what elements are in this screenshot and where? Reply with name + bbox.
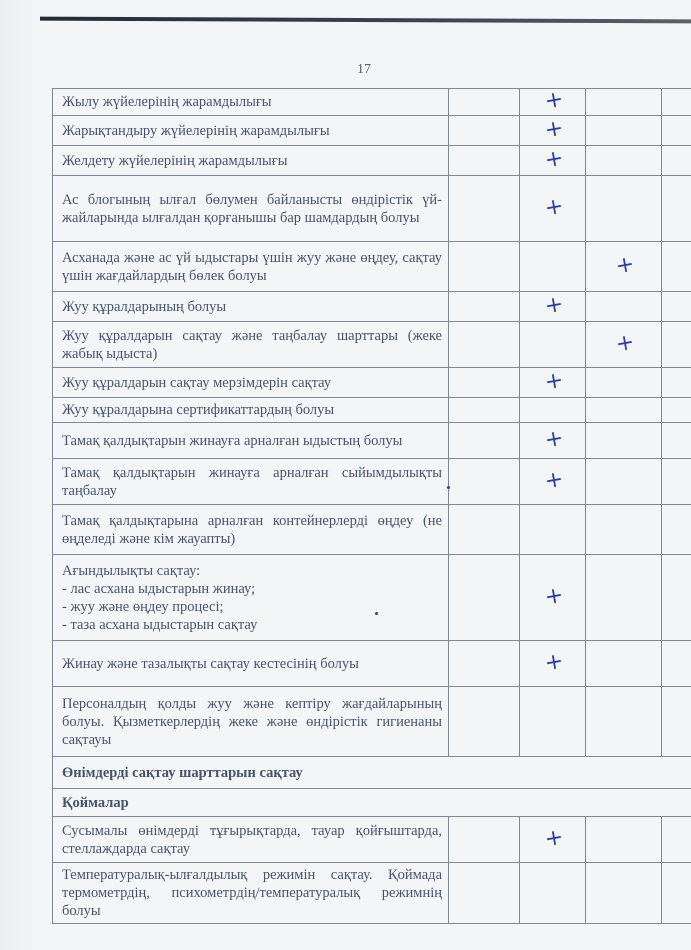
assessment-cell-2 (520, 423, 586, 459)
handwritten-plus-mark: + (542, 648, 566, 676)
assessment-cell-4 (662, 176, 691, 242)
checklist-row (53, 817, 691, 863)
assessment-cell-3 (586, 817, 662, 863)
handwritten-plus-mark: + (542, 466, 566, 494)
assessment-cell-2 (520, 176, 586, 242)
handwritten-plus-mark: + (542, 425, 566, 453)
handwritten-plus-mark: + (613, 329, 637, 357)
assessment-cell-2 (520, 641, 586, 687)
ink-dot (447, 486, 450, 489)
assessment-cell-1 (449, 146, 520, 176)
handwritten-plus-mark: + (613, 251, 637, 279)
assessment-cell-1 (449, 242, 520, 292)
checklist-row (53, 116, 691, 146)
checklist-row (53, 176, 691, 242)
assessment-cell-2 (520, 116, 586, 146)
assessment-cell-4 (662, 292, 691, 322)
requirement-text: Ағындылықты сақтау: - лас асхана ыдыстарын жинау; - жуу және өңдеу процесі; - таза асхана ыдыстарын сақтау (53, 555, 449, 641)
assessment-cell-3 (586, 176, 662, 242)
assessment-cell-1 (449, 368, 520, 398)
assessment-cell-2 (520, 322, 586, 368)
requirement-text: Жылу жүйелерінің жарамдылығы (53, 89, 449, 116)
assessment-cell-2 (520, 86, 586, 116)
checklist-row (53, 863, 691, 924)
assessment-cell-3 (586, 322, 662, 368)
assessment-cell-1 (449, 423, 520, 459)
assessment-cell-3 (586, 242, 662, 292)
assessment-cell-2 (520, 863, 586, 924)
assessment-cell-2 (520, 687, 586, 757)
assessment-cell-2 (520, 817, 586, 863)
assessment-cell-4 (662, 89, 691, 116)
checklist-row (53, 89, 691, 116)
handwritten-plus-mark: + (542, 582, 566, 610)
ink-dot (375, 612, 378, 615)
checklist-row (53, 687, 691, 757)
requirement-text: Ас блогының ылғал бөлумен байланысты өндірістік үй-жайларында ылғалдан қорғанышы бар шамдардың болуы (53, 176, 449, 242)
page-number: 17 (357, 62, 371, 77)
handwritten-plus-mark: + (542, 86, 566, 115)
assessment-cell-4 (662, 687, 691, 757)
assessment-cell-4 (662, 423, 691, 459)
assessment-cell-4 (662, 398, 691, 423)
section-title: Өнімдерді сақтау шарттарын сақтау (53, 757, 691, 789)
assessment-cell-2 (520, 368, 586, 398)
assessment-cell-2 (520, 146, 586, 176)
assessment-cell-3 (586, 687, 662, 757)
assessment-cell-4 (662, 116, 691, 146)
assessment-cell-1 (449, 687, 520, 757)
handwritten-plus-mark: + (542, 367, 566, 395)
assessment-cell-3 (586, 459, 662, 505)
handwritten-plus-mark: + (542, 193, 566, 221)
requirement-text: Тамақ қалдықтарын жинауға арналған сыйымдылықты таңбалау (53, 459, 449, 505)
assessment-cell-4 (662, 505, 691, 555)
section-title: Қоймалар (53, 789, 691, 817)
handwritten-plus-mark: + (542, 115, 566, 143)
assessment-cell-4 (662, 368, 691, 398)
assessment-cell-2 (520, 398, 586, 423)
requirement-text: Жинау және тазалықты сақтау кестесінің болуы (53, 641, 449, 687)
checklist-row (53, 368, 691, 398)
assessment-cell-1 (449, 459, 520, 505)
requirement-text: Жуу құралдарына сертификаттардың болуы (53, 398, 449, 423)
assessment-cell-3 (586, 146, 662, 176)
requirement-text: Жуу құралдарының болуы (53, 292, 449, 322)
assessment-cell-1 (449, 176, 520, 242)
assessment-cell-4 (662, 242, 691, 292)
assessment-cell-3 (586, 292, 662, 322)
assessment-cell-1 (449, 505, 520, 555)
assessment-cell-4 (662, 555, 691, 641)
assessment-cell-4 (662, 863, 691, 924)
assessment-cell-1 (449, 322, 520, 368)
requirement-text: Температуралық-ылғалдылық режимін сақтау. Қоймада термометрдің, психометрдің/температуралық режимнің болуы (53, 863, 449, 924)
assessment-cell-3 (586, 423, 662, 459)
checklist-row (53, 555, 691, 641)
assessment-cell-1 (449, 555, 520, 641)
checklist-row (53, 398, 691, 423)
assessment-cell-2 (520, 555, 586, 641)
assessment-cell-3 (586, 863, 662, 924)
checklist-row (53, 505, 691, 555)
checklist-row (53, 423, 691, 459)
handwritten-plus-mark: + (542, 291, 566, 319)
section-header-row (53, 789, 691, 817)
assessment-cell-3 (586, 505, 662, 555)
requirement-text: Тамақ қалдықтарын жинауға арналған ыдыстың болуы (53, 423, 449, 459)
assessment-cell-1 (449, 116, 520, 146)
assessment-cell-4 (662, 322, 691, 368)
assessment-cell-1 (449, 89, 520, 116)
assessment-cell-4 (662, 641, 691, 687)
checklist-row (53, 641, 691, 687)
assessment-cell-4 (662, 817, 691, 863)
assessment-cell-4 (662, 459, 691, 505)
checklist-row (53, 242, 691, 292)
checklist-row (53, 459, 691, 505)
assessment-cell-1 (449, 398, 520, 423)
assessment-cell-1 (449, 641, 520, 687)
checklist-row (53, 292, 691, 322)
assessment-cell-3 (586, 116, 662, 146)
assessment-cell-4 (662, 146, 691, 176)
assessment-cell-2 (520, 459, 586, 505)
assessment-cell-3 (586, 89, 662, 116)
requirement-text: Жуу құралдарын сақтау мерзімдерін сақтау (53, 368, 449, 398)
inspection-checklist-table (52, 88, 691, 924)
handwritten-plus-mark: + (542, 824, 566, 852)
handwritten-plus-mark: + (542, 145, 566, 173)
requirement-text: Тамақ қалдықтарына арналған контейнерлерді өңдеу (не өңделеді және кім жауапты) (53, 505, 449, 555)
assessment-cell-3 (586, 398, 662, 423)
scan-top-edge (40, 17, 691, 24)
assessment-cell-1 (449, 292, 520, 322)
assessment-cell-2 (520, 292, 586, 322)
requirement-text: Асханада және ас үй ыдыстары үшін жуу және өңдеу, сақтау үшін жағдайлардың бөлек болуы (53, 242, 449, 292)
checklist-row (53, 322, 691, 368)
assessment-cell-3 (586, 641, 662, 687)
requirement-text: Жуу құралдарын сақтау және таңбалау шарттары (жеке жабық ыдыста) (53, 322, 449, 368)
requirement-text: Сусымалы өнімдерді тұғырықтарда, тауар қойғыштарда, стеллаждарда сақтау (53, 817, 449, 863)
assessment-cell-2 (520, 505, 586, 555)
assessment-cell-1 (449, 863, 520, 924)
requirement-text: Персоналдың қолды жуу және кептіру жағдайларының болуы. Қызметкерлердің жеке және өндірістік гигиенаны сақтауы (53, 687, 449, 757)
scan-gutter (0, 0, 38, 950)
checklist-row (53, 146, 691, 176)
requirement-text: Желдету жүйелерінің жарамдылығы (53, 146, 449, 176)
assessment-cell-3 (586, 555, 662, 641)
assessment-cell-2 (520, 242, 586, 292)
requirement-text: Жарықтандыру жүйелерінің жарамдылығы (53, 116, 449, 146)
assessment-cell-1 (449, 817, 520, 863)
assessment-cell-3 (586, 368, 662, 398)
section-header-row (53, 757, 691, 789)
